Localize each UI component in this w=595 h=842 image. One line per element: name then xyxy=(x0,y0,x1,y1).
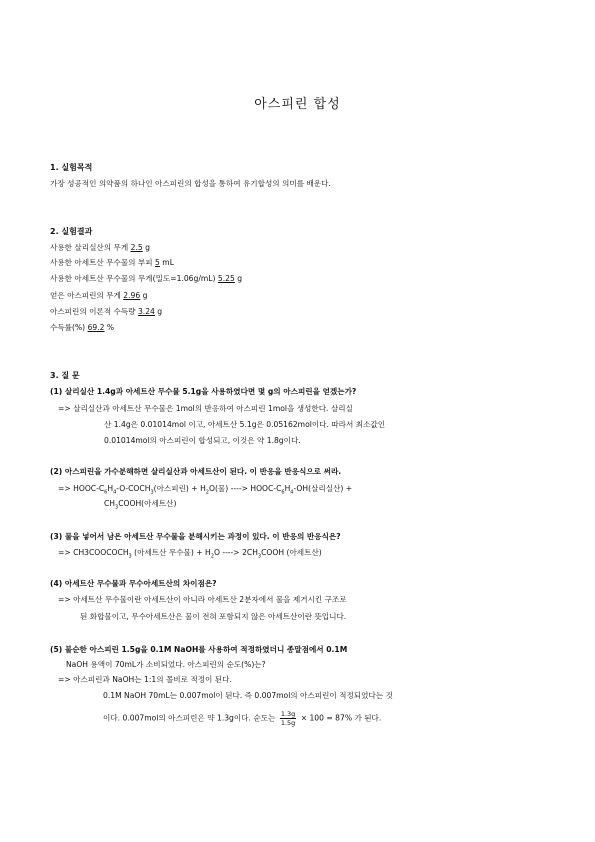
fraction-denominator: 1.5g xyxy=(280,719,296,727)
answer-1-line-1: => 살리실산과 아세트산 무수물은 1mol의 반응하여 아스피린 1mol을 생성한다. 살리실 xyxy=(58,404,353,413)
result-label: 아스피린의 이론적 수득량 xyxy=(50,307,136,316)
answer-1-line-2: 산 1.4g은 0.01014mol 이고, 아세트산 5.1g은 0.05162mol이다. 따라서 최소값인 xyxy=(104,420,386,429)
result-row-anhydride-weight xyxy=(50,273,242,284)
result-value: 5 xyxy=(155,258,160,267)
section-3-heading: 3. 질 문 xyxy=(50,371,80,380)
question-5-line-1: (5) 불순한 아스피린 1.5g을 0.1M NaOH를 사용하여 적정하였더니 종말점에서 0.1M xyxy=(50,645,348,654)
question-4: (4) 아세트산 무수물과 무수아세트산의 차이점은? xyxy=(50,579,217,588)
result-unit: % xyxy=(106,323,115,332)
result-row-aspirin-weight xyxy=(50,290,147,301)
section-1-heading: 1. 실험목적 xyxy=(50,163,93,172)
result-unit: g xyxy=(145,243,150,252)
section-1-text: 가장 성공적인 의약품의 하나인 아스피린의 합성을 통하여 유기합성의 의미를 배운다. xyxy=(50,179,331,188)
question-2: (2) 아스피린을 가수분해하면 살리실산과 아세트산이 된다. 이 반응을 반응식으로 써라. xyxy=(50,467,342,476)
result-value: 2.5 xyxy=(130,243,143,252)
answer-1-line-3: 0.01014mol의 아스피린이 합성되고, 이것은 약 1.8g이다. xyxy=(104,436,301,445)
answer-5-result: × 100 = 87% 가 된다. xyxy=(300,713,382,723)
result-unit: g xyxy=(157,307,163,316)
result-value: 3.24 xyxy=(137,307,155,316)
result-unit: mL xyxy=(162,258,174,267)
result-row-percent-yield xyxy=(50,322,114,333)
section-2-heading: 2. 실험결과 xyxy=(50,227,93,236)
answer-3-line-1: => $CH3COOCOCH_3$ (아세트산 무수물) + $H_2O$ ----> $2CH_3COOH$ (아세트산) xyxy=(58,548,322,560)
result-value: 69.2 xyxy=(87,323,105,332)
answer-4-line-1: => 아세트산 무수물이란 아세트산이 아니라 아세트산 2분자에서 물을 제거시킨 구조로 xyxy=(58,595,347,604)
question-5-line-2: NaOH 용액이 70mL가 소비되었다. 아스피린의 순도(%)는? xyxy=(66,660,266,669)
result-label: 수득률(%) xyxy=(50,323,86,332)
result-label: 사용한 아세트산 무수물의 무게(밀도=1.06g/mL) xyxy=(50,274,216,283)
answer-4-line-2: 된 화합물이고, 무수아세트산은 물이 전혀 포함되지 않은 아세트산이란 뜻입니다. xyxy=(80,612,347,621)
answer-5-line-1: => 아스피린과 NaOH는 1:1의 몰비로 적정이 된다. xyxy=(58,675,232,684)
question-1: (1) 살리실산 1.4g과 아세트산 무수물 5.1g을 사용하였다면 몇 g의 아스피린을 얻겠는가? xyxy=(50,387,357,396)
answer-5-text: 이다. 0.007mol의 아스피린은 약 1.3g이다. 순도는 xyxy=(103,713,276,723)
result-row-theoretical-yield xyxy=(50,306,162,317)
result-row-anhydride-volume xyxy=(50,257,174,268)
result-label: 얻은 아스피린의 무게 xyxy=(50,291,121,300)
answer-5-line-3 xyxy=(103,710,381,727)
result-label: 사용한 아세트산 무수물의 부피 xyxy=(50,258,153,267)
answer-2-line-1: => HOOC-$C_6H_4-O-COCH_3$(아스피린) + $H_2O$(물) ----> HOOC-$C_6H_4-OH$(살리실산) + xyxy=(58,484,353,496)
purity-fraction xyxy=(280,710,296,727)
result-row-salicylic-weight xyxy=(50,242,150,253)
fraction-numerator: 1.3g xyxy=(280,710,296,718)
result-unit: g xyxy=(237,274,243,283)
question-3: (3) 물을 넣어서 남은 아세트산 무수물을 분해시키는 과정이 있다. 이 반응의 반응식은? xyxy=(50,532,341,541)
answer-5-line-2: 0.1M NaOH 70mL는 0.007mol이 된다. 즉 0.007mol의 아스피린이 적정되었다는 것 xyxy=(103,691,393,700)
result-value: 5.25 xyxy=(217,274,235,283)
page-title: 아스피린 합성 xyxy=(254,97,341,112)
result-value: 2.96 xyxy=(123,291,141,300)
answer-2-line-2: $CH_3COOH$(아세트산) xyxy=(104,499,177,511)
result-label: 사용한 살리실산의 무게 xyxy=(50,243,129,252)
result-unit: g xyxy=(142,291,148,300)
